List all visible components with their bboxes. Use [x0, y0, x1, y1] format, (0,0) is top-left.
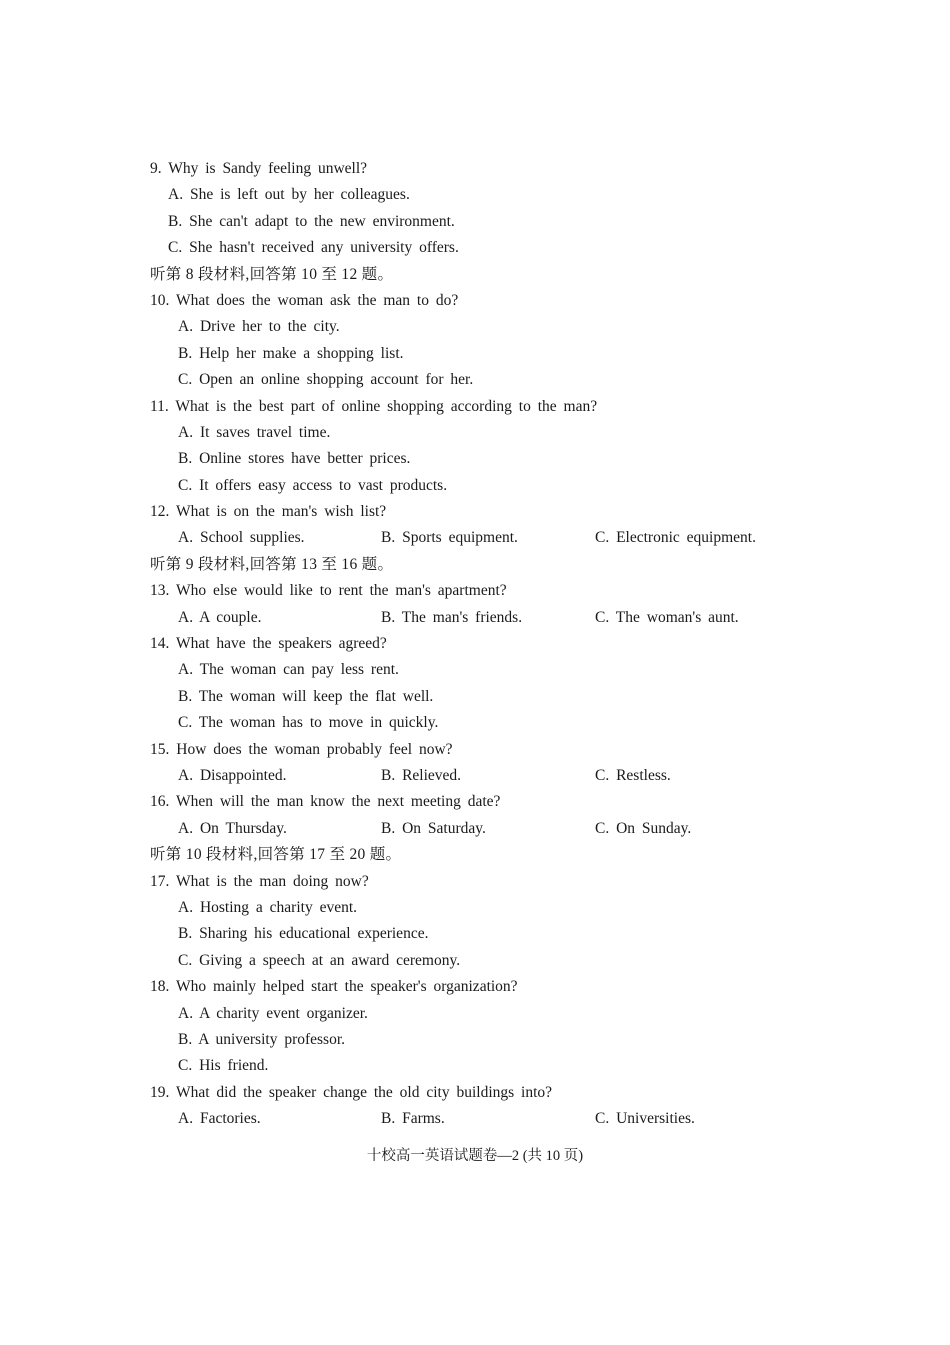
question-list — [150, 156, 830, 1132]
question-10-stem: 10. What does the woman ask the man to do? — [150, 291, 459, 309]
question-18-option-b: B. A university professor. — [178, 1030, 346, 1048]
question-16-option-c: C. On Sunday. — [595, 819, 692, 837]
question-17-option-b: B. Sharing his educational experience. — [178, 925, 429, 943]
question-11-option-a: A. It saves travel time. — [178, 423, 331, 441]
question-15-option-b: B. Relieved. — [381, 766, 462, 784]
question-17-option-c: C. Giving a speech at an award ceremony. — [178, 951, 461, 969]
question-17-option-a: A. Hosting a charity event. — [178, 898, 358, 916]
question-10-option-a: A. Drive her to the city. — [178, 318, 340, 336]
question-16-option-a: A. On Thursday. — [178, 819, 287, 837]
question-15-option-a: A. Disappointed. — [178, 766, 287, 784]
question-19-stem: 19. What did the speaker change the old city buildings into? — [150, 1083, 553, 1101]
question-15-option-c: C. Restless. — [595, 766, 671, 784]
question-12-option-b: B. Sports equipment. — [381, 529, 518, 547]
question-9-option-c: C. She hasn't received any university offers. — [168, 239, 459, 257]
question-10-option-c: C. Open an online shopping account for her. — [178, 371, 474, 389]
section-heading-9: 听第 9 段材料,回答第 13 至 16 题。 — [150, 555, 394, 573]
question-11-option-c: C. It offers easy access to vast products. — [178, 476, 448, 494]
question-16-option-b: B. On Saturday. — [381, 819, 486, 837]
question-9-option-a: A. She is left out by her colleagues. — [168, 186, 410, 204]
question-13-stem: 13. Who else would like to rent the man's apartment? — [150, 582, 507, 600]
question-15-options — [150, 763, 830, 789]
question-17-stem: 17. What is the man doing now? — [150, 872, 369, 890]
page-footer: 十校高一英语试题卷—2 (共 10 页) — [366, 1148, 584, 1164]
question-18-option-c: C. His friend. — [178, 1057, 269, 1075]
question-10-option-b: B. Help her make a shopping list. — [178, 344, 404, 362]
question-19-option-a: A. Factories. — [178, 1110, 261, 1128]
question-14-option-b: B. The woman will keep the flat well. — [178, 687, 434, 705]
question-11-stem: 11. What is the best part of online shopping according to the man? — [150, 397, 598, 415]
question-19-options — [150, 1106, 830, 1132]
question-13-option-b: B. The man's friends. — [381, 608, 523, 626]
question-13-options — [150, 605, 830, 631]
question-15-stem: 15. How does the woman probably feel now? — [150, 740, 453, 758]
question-19-option-c: C. Universities. — [595, 1110, 695, 1128]
section-heading-10: 听第 10 段材料,回答第 17 至 20 题。 — [150, 846, 402, 864]
question-13-option-c: C. The woman's aunt. — [595, 608, 739, 626]
question-19-option-b: B. Farms. — [381, 1110, 445, 1128]
question-16-stem: 16. When will the man know the next meeting date? — [150, 793, 501, 811]
question-13-option-a: A. A couple. — [178, 608, 262, 626]
section-heading-8: 听第 8 段材料,回答第 10 至 12 题。 — [150, 265, 394, 283]
question-12-option-c: C. Electronic equipment. — [595, 529, 756, 547]
question-9-option-b: B. She can't adapt to the new environment. — [168, 212, 455, 230]
question-9-stem: 9. Why is Sandy feeling unwell? — [150, 160, 368, 177]
question-18-stem: 18. Who mainly helped start the speaker's organization? — [150, 978, 518, 996]
question-12-option-a: A. School supplies. — [178, 529, 305, 547]
question-11-option-b: B. Online stores have better prices. — [178, 450, 411, 468]
question-16-options — [150, 816, 830, 842]
question-12-stem: 12. What is on the man's wish list? — [150, 503, 387, 521]
question-12-options — [150, 525, 830, 551]
question-14-stem: 14. What have the speakers agreed? — [150, 635, 387, 653]
question-18-option-a: A. A charity event organizer. — [178, 1004, 368, 1022]
question-14-option-a: A. The woman can pay less rent. — [178, 661, 399, 679]
question-14-option-c: C. The woman has to move in quickly. — [178, 714, 439, 732]
